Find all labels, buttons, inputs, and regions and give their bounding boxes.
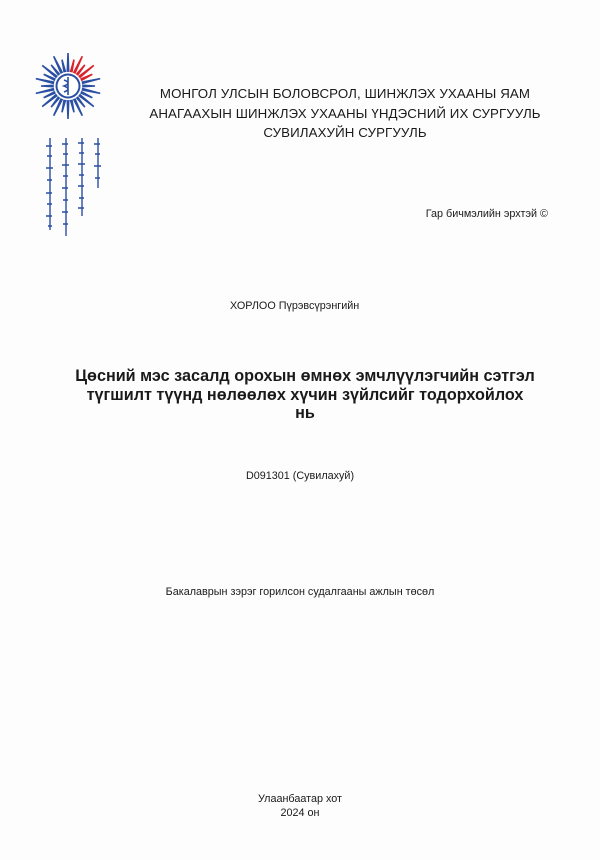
mongolian-script-column [92, 138, 104, 238]
logo-ray [41, 85, 53, 86]
mongolian-script-column [60, 138, 72, 238]
specialty-code: D091301 (Сувилахуй) [245, 470, 355, 482]
logo-ray [82, 89, 100, 94]
school-name: СУВИЛАХУЙН СУРГУУЛЬ [263, 125, 427, 140]
author-name: ХОРЛОО Пүрэвсүрэнгийн [230, 300, 360, 312]
degree-statement: Бакалаврын зэрэг горилсон судалгааны ажлын төсөл [165, 586, 435, 598]
copyright-notice: Гар бичмэлийн эрхтэй © [425, 208, 548, 220]
ministry-name: МОНГОЛ УЛСЫН БОЛОВСРОЛ, ШИНЖЛЭХ УХААНЫ ЯАМ [159, 86, 531, 101]
city-name: Улаанбаатар хот [258, 793, 342, 805]
place-and-year [0, 792, 600, 820]
logo-ray [82, 79, 100, 84]
logo-ray [83, 85, 95, 86]
university-name: АНАГААХЫН ШИНЖЛЭХ УХААНЫ ҮНДЭСНИЙ ИХ СУРГУУЛЬ [149, 105, 541, 121]
logo-ray [36, 79, 54, 84]
logo-ray [67, 53, 68, 71]
logo-ray [62, 100, 65, 112]
title-line: нь [295, 404, 315, 422]
institution-header [120, 84, 570, 143]
logo-ray [62, 60, 65, 72]
mongolian-script-column [76, 138, 88, 238]
logo-ray [71, 100, 74, 112]
title-line: түгшилт түүнд нөлөөлөх хүчин зүйлсийг тодорхойлох [86, 385, 524, 404]
logo-ray [67, 101, 68, 119]
title-line: Цөсний мэс засалд орохын өмнөх эмчлүүлэгчийн сэтгэл [75, 367, 535, 385]
mongolian-script-column [44, 138, 56, 238]
thesis-title [40, 367, 570, 423]
year: 2024 он [280, 807, 320, 819]
university-logo [34, 52, 102, 120]
logo-ray [71, 60, 74, 72]
logo-ray [36, 89, 54, 94]
